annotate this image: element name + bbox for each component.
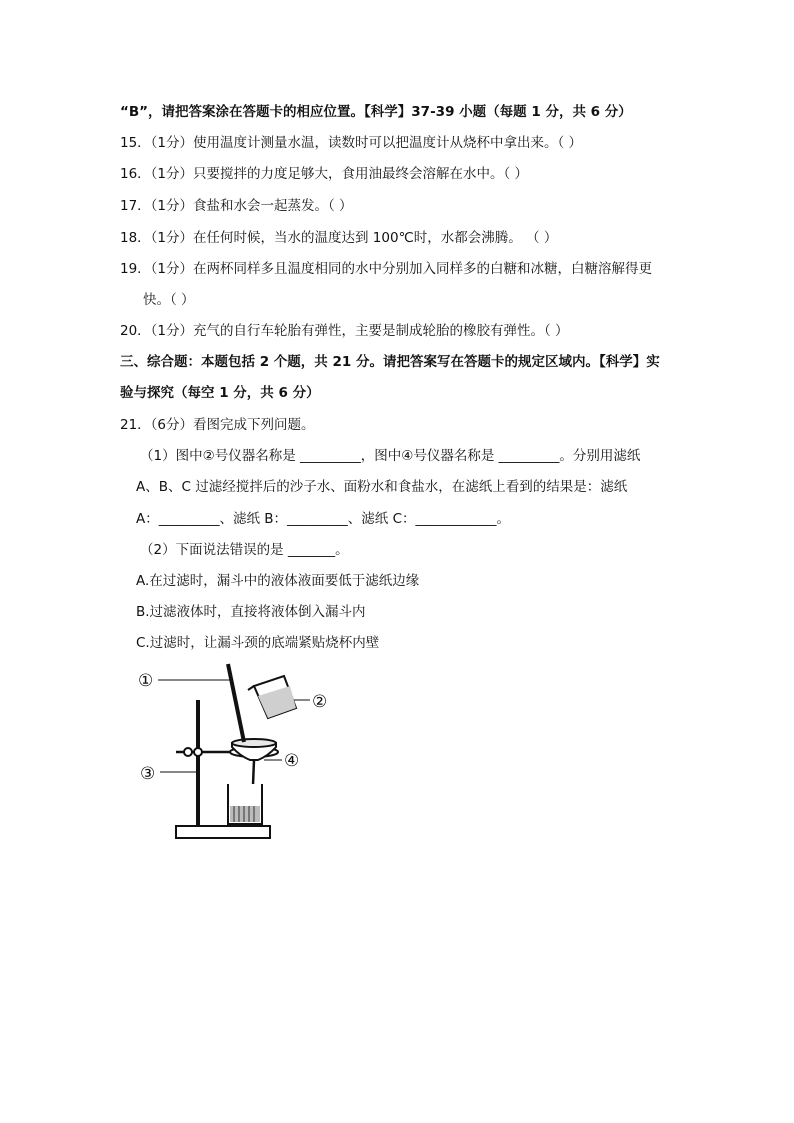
- question-17: 17．（1分）食盐和水会一起蒸发。（ ）: [120, 198, 353, 214]
- question-21-part1-line1: （1）图中②号仪器名称是 _________，图中④号仪器名称是 _________。分别用滤纸: [140, 448, 641, 464]
- question-21-part2: （2）下面说法错误的是 _______。: [140, 542, 349, 558]
- section-3-header-line1: 三、综合题：本题包括 2 个题，共 21 分。请把答案写在答题卡的规定区域内。【科学】实: [120, 354, 660, 370]
- question-21-part1-line2: A、B、C 过滤经搅拌后的沙子水、面粉水和食盐水，在滤纸上看到的结果是：滤纸: [136, 479, 628, 495]
- stand-base: [176, 826, 270, 838]
- question-20: 20．（1分）充气的自行车轮胎有弹性，主要是制成轮胎的橡胶有弹性。（ ）: [120, 323, 569, 339]
- label-2: ②: [312, 692, 328, 712]
- question-16: 16．（1分）只要搅拌的力度足够大，食用油最终会溶解在水中。（ ）: [120, 166, 529, 182]
- question-21-part1-line3: A：_________、滤纸 B：_________、滤纸 C：____________。: [136, 511, 511, 527]
- clamp-knob: [184, 748, 192, 756]
- question-15: 15．（1分）使用温度计测量水温，读数时可以把温度计从烧杯中拿出来。（ ）: [120, 135, 583, 151]
- glass-rod: [228, 664, 244, 742]
- option-b: B.过滤液体时，直接将液体倒入漏斗内: [136, 604, 366, 620]
- option-c: C.过滤时，让漏斗颈的底端紧贴烧杯内壁: [136, 635, 380, 651]
- label-1: ①: [138, 671, 154, 691]
- line-section-header: “B”，请把答案涂在答题卡的相应位置。【科学】37-39 小题（每题 1 分，共 6 分）: [120, 104, 632, 120]
- question-19-line1: 19．（1分）在两杯同样多且温度相同的水中分别加入同样多的白糖和冰糖，白糖溶解得更: [120, 261, 653, 277]
- section-3-header-line2: 验与探究（每空 1 分，共 6 分）: [120, 385, 320, 401]
- option-a: A.在过滤时，漏斗中的液体液面要低于滤纸边缘: [136, 573, 420, 589]
- label-3: ③: [140, 764, 156, 784]
- question-18: 18．（1分）在任何时候，当水的温度达到 100℃时，水都会沸腾。 （ ）: [120, 230, 558, 246]
- question-19-line2: 快。（ ）: [143, 292, 195, 308]
- filtration-apparatus-figure: [136, 660, 346, 845]
- label-4: ④: [284, 751, 300, 771]
- question-21: 21．（6分）看图完成下列问题。: [120, 417, 315, 433]
